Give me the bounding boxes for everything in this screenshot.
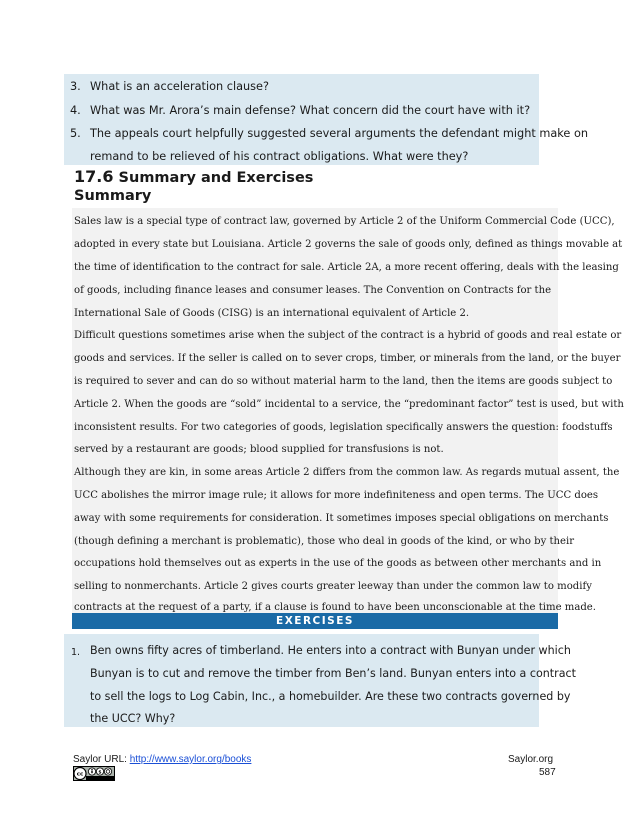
exercise-line: Ben owns fifty acres of timberland. He enters into a contract with Bunyan under which bbox=[90, 644, 571, 657]
summary-line: is required to sever and can do so without material harm to the land, then the items are goods subject to bbox=[74, 376, 613, 387]
cc-license-icon bbox=[73, 766, 115, 781]
section-heading bbox=[74, 167, 313, 186]
summary-line: Difficult questions sometimes arise when the subject of the contract is a hybrid of goods and real estate or bbox=[74, 330, 622, 341]
summary-line: inconsistent results. For two categories of goods, legislation specifically answers the question: foodstuffs bbox=[74, 422, 613, 433]
saylor-books-link[interactable]: http://www.saylor.org/books bbox=[129, 754, 252, 765]
summary-line: served by a restaurant are goods; blood supplied for transfusions is not. bbox=[74, 444, 444, 455]
exercise-line: the UCC? Why? bbox=[90, 712, 176, 725]
svg-text:$: $ bbox=[98, 770, 102, 776]
footer-saylor-url: Saylor URL: http://www.saylor.org/books bbox=[73, 754, 252, 765]
exercise-line: to sell the logs to Log Cabin, Inc., a homebuilder. Are these two contracts governed by bbox=[90, 690, 571, 703]
section-number: 17.6 bbox=[74, 167, 114, 186]
summary-line: adopted in every state but Louisiana. Article 2 governs the sale of goods only, defined as things movable at bbox=[74, 239, 623, 250]
summary-line: (though defining a merchant is problematic), those who deal in goods of the kind, or who by their bbox=[74, 536, 575, 547]
summary-line: contracts at the request of a party, if a clause is found to have been unconscionable at the time made. bbox=[74, 602, 596, 613]
exercise-number: 1. bbox=[71, 647, 81, 658]
exercises-banner: EXERCISES bbox=[72, 613, 558, 629]
summary-line: occupations hold themselves out as experts in the use of the goods as between other merchants and in bbox=[74, 558, 602, 569]
summary-line: International Sale of Goods (CISG) is an international equivalent of Article 2. bbox=[74, 308, 470, 319]
exercise-line: Bunyan is to cut and remove the timber from Ben’s land. Bunyan enters into a contract bbox=[90, 667, 576, 680]
summary-line: UCC abolishes the mirror image rule; it allows for more indefiniteness and open terms. The UCC does bbox=[74, 490, 599, 501]
svg-text:cc: cc bbox=[76, 771, 84, 778]
summary-line: away with some requirements for consideration. It sometimes imposes special obligations on merchants bbox=[74, 513, 609, 524]
summary-line: selling to nonmerchants. Article 2 gives courts greater leeway than under the common law to modify bbox=[74, 581, 592, 592]
summary-line: of goods, including finance leases and consumer leases. The Convention on Contracts for the bbox=[74, 285, 552, 296]
footer-site: Saylor.org bbox=[508, 754, 554, 765]
summary-line: Although they are kin, in some areas Article 2 differs from the common law. As regards mutual assent, the bbox=[74, 467, 620, 478]
summary-line: goods and services. If the seller is called on to sever crops, timber, or minerals from the land, or the buyer bbox=[74, 353, 621, 364]
summary-line: Sales law is a special type of contract law, governed by Article 2 of the Uniform Commercial Code (UCC), bbox=[74, 216, 615, 227]
summary-line: the time of identification to the contract for sale. Article 2A, a more recent offering, deals with the leasing bbox=[74, 262, 619, 273]
page-number: 587 bbox=[539, 767, 556, 778]
summary-line: Article 2. When the goods are “sold” incidental to a service, the “predominant factor” test is used, but with bbox=[74, 399, 624, 410]
section-title: Summary and Exercises bbox=[118, 170, 314, 186]
summary-heading: Summary bbox=[74, 188, 152, 204]
